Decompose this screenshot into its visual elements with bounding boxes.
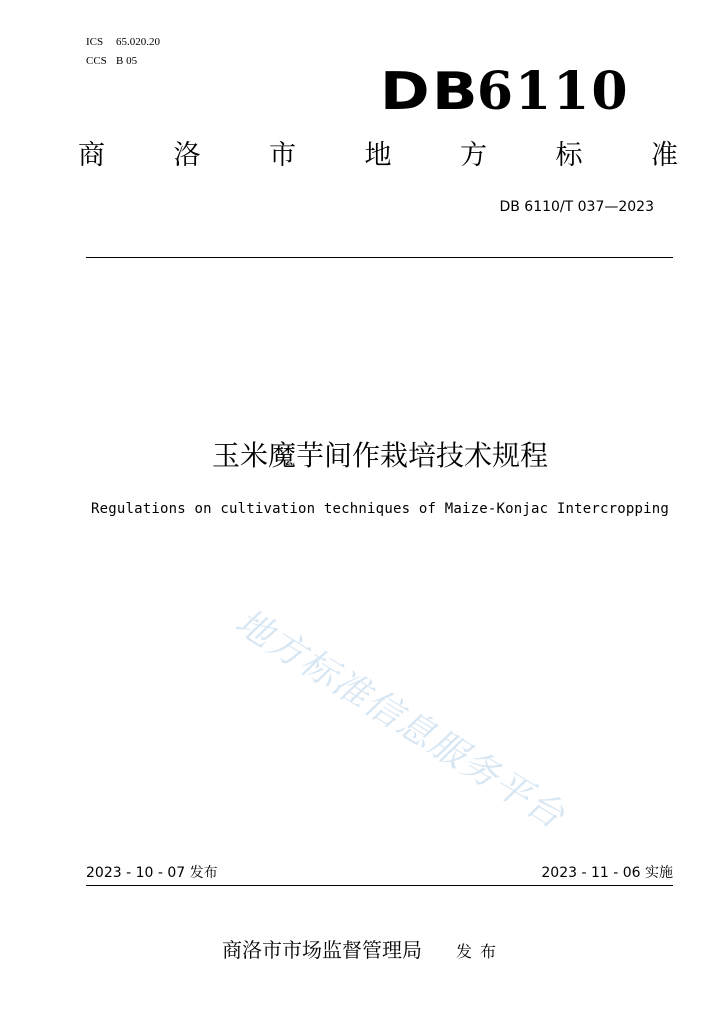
db-logo-number: 6110 <box>476 61 630 122</box>
standard-type-char: 商 <box>78 140 105 171</box>
ccs-value: B 05 <box>116 55 138 67</box>
standard-type-heading <box>78 136 678 176</box>
standard-type-char: 标 <box>555 140 583 171</box>
bottom-divider <box>86 885 673 886</box>
top-divider <box>86 257 673 258</box>
standard-type-char: 地 <box>364 140 392 171</box>
standard-type-char: 准 <box>651 140 678 171</box>
issue-date: 2023 - 10 - 07 发布 <box>86 865 218 881</box>
db-logo <box>380 62 640 122</box>
ics-code <box>86 36 160 49</box>
document-title-en: Regulations on cultivation techniques of Maize-Konjac Intercropping <box>90 501 670 517</box>
db-logo-prefix: DB <box>380 62 480 122</box>
ccs-code <box>86 55 137 68</box>
publisher-line <box>222 936 504 966</box>
standard-number: DB 6110/T 037—2023 <box>499 199 654 215</box>
ics-label: ICS <box>86 36 104 48</box>
standard-type-char: 市 <box>269 140 296 171</box>
ccs-label: CCS <box>86 55 107 67</box>
ics-value: 65.020.20 <box>116 36 160 48</box>
publisher-action: 发布 <box>456 942 505 961</box>
document-title-cn: 玉米魔芋间作栽培技术规程 <box>211 439 548 472</box>
standard-type-char: 洛 <box>173 140 201 171</box>
watermark: 地方标准信息服务平台 <box>228 601 573 838</box>
implementation-date: 2023 - 11 - 06 实施 <box>541 865 673 881</box>
publisher-name: 商洛市市场监督管理局 <box>222 938 422 962</box>
standard-type-char: 方 <box>460 140 487 171</box>
